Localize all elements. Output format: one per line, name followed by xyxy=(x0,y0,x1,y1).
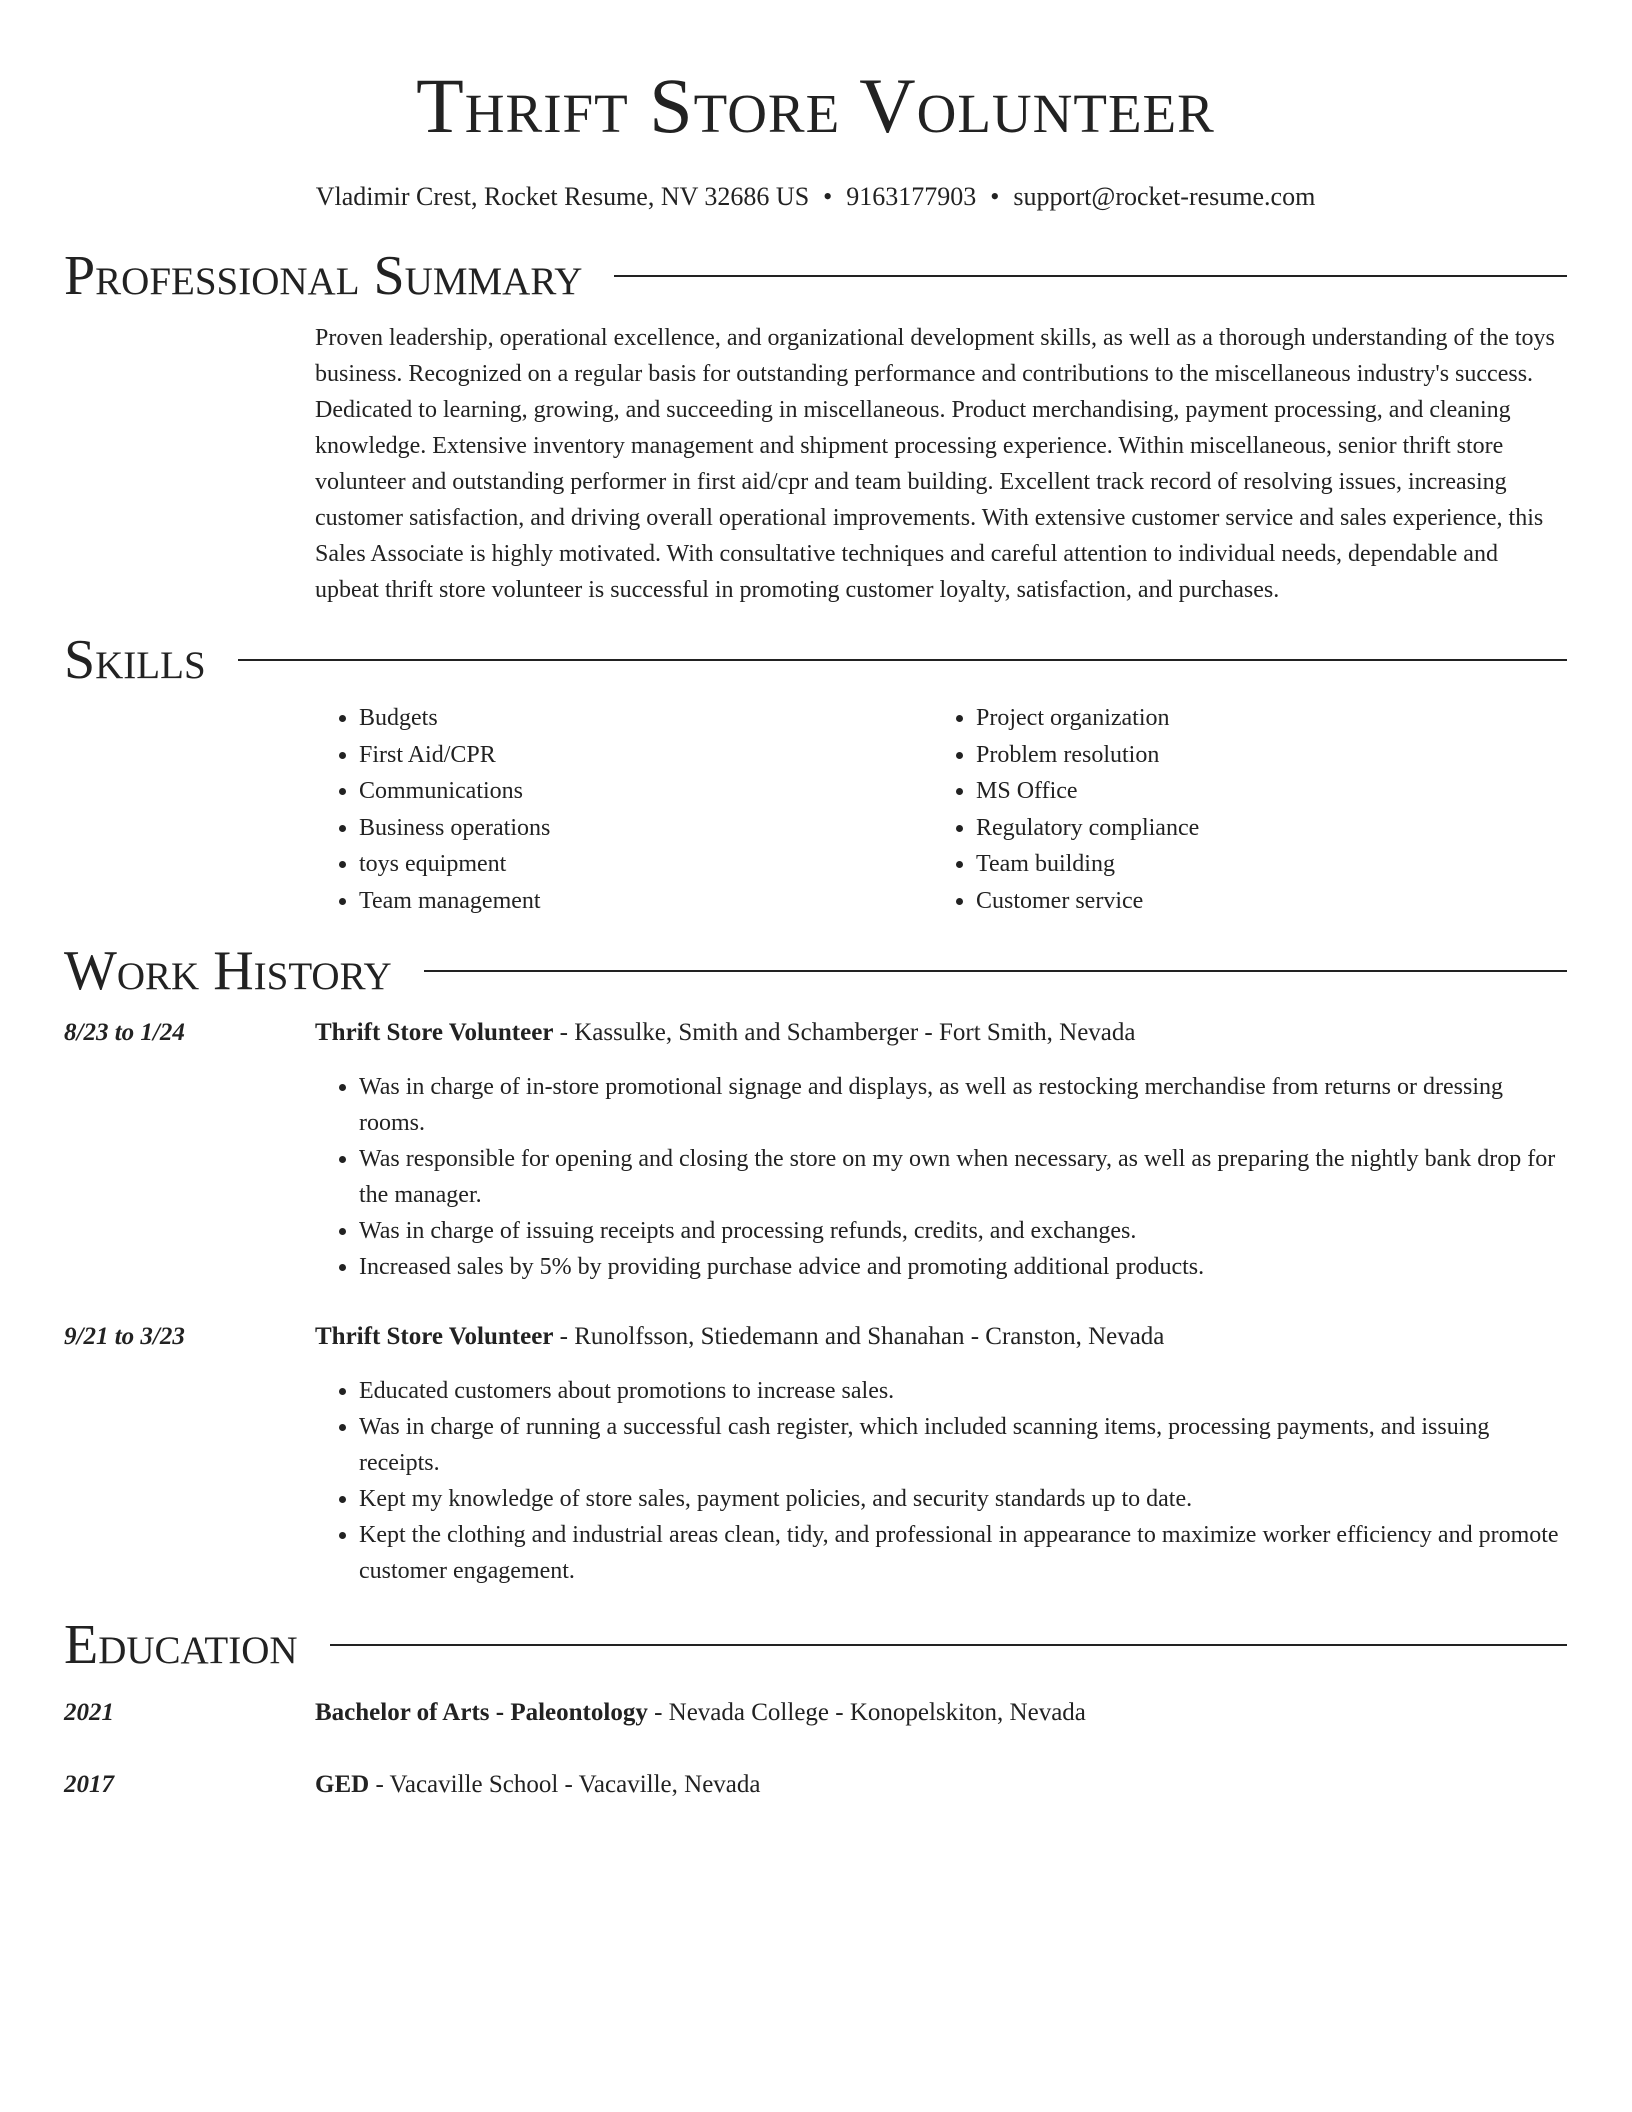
skill-item: • Problem resolution xyxy=(976,737,1549,774)
contact-separator: • xyxy=(990,182,1000,211)
job-bullets xyxy=(64,1069,1567,1285)
skills-column-left xyxy=(315,700,932,919)
contact-address: Vladimir Crest, Rocket Resume, NV 32686 US xyxy=(315,182,810,211)
section-divider xyxy=(238,659,1567,661)
skill-item: • toys equipment xyxy=(359,846,932,883)
education-heading xyxy=(315,1695,1567,1731)
education-details: - Vacaville School - Vacaville, Nevada xyxy=(369,1771,761,1798)
skills-column-right xyxy=(932,700,1549,919)
summary-section-title: Professional Summary xyxy=(64,245,583,307)
job-position: Thrift Store Volunteer xyxy=(315,1323,554,1350)
contact-line xyxy=(64,180,1567,214)
skill-item: • Customer service xyxy=(976,883,1549,920)
job-bullet: • Kept my knowledge of store sales, payment policies, and security standards up to date. xyxy=(359,1481,1567,1517)
contact-separator: • xyxy=(823,182,833,211)
education-details: - Nevada College - Konopelskiton, Nevada xyxy=(647,1699,1086,1726)
section-divider xyxy=(424,970,1567,972)
skill-item: • Project organization xyxy=(976,700,1549,737)
job-position: Thrift Store Volunteer xyxy=(315,1019,554,1046)
work-section-title: Work History xyxy=(64,940,392,1002)
skill-item: • First Aid/CPR xyxy=(359,737,932,774)
contact-phone: 9163177903 xyxy=(846,182,977,211)
job-entry xyxy=(64,1015,1567,1051)
summary-section-header xyxy=(64,246,1567,306)
education-section-header xyxy=(64,1615,1567,1675)
education-year: 2021 xyxy=(64,1699,114,1726)
skill-item: • Regulatory compliance xyxy=(976,810,1549,847)
job-dates: 9/21 to 3/23 xyxy=(64,1323,185,1350)
section-divider xyxy=(330,1644,1567,1646)
job-bullet: • Was responsible for opening and closing the store on my own when necessary, as well as preparing the nightly bank drop for the manager. xyxy=(359,1141,1567,1213)
education-degree: GED xyxy=(315,1771,370,1798)
job-details: - Runolfsson, Stiedemann and Shanahan - Cranston, Nevada xyxy=(553,1323,1165,1350)
education-section-title: Education xyxy=(64,1614,298,1676)
education-degree: Bachelor of Arts - Paleontology xyxy=(315,1699,648,1726)
section-divider xyxy=(614,275,1567,277)
job-entry xyxy=(64,1319,1567,1355)
job-bullet: • Was in charge of issuing receipts and processing refunds, credits, and exchanges. xyxy=(359,1213,1567,1249)
job-details: - Kassulke, Smith and Schamberger - Fort Smith, Nevada xyxy=(553,1019,1136,1046)
job-bullet: • Was in charge of running a successful cash register, which included scanning items, processing payments, and issuing receipts. xyxy=(359,1409,1567,1481)
summary-text: Proven leadership, operational excellence, and organizational development skills, as well as a thorough understanding of the toys business. Recognized on a regular basis for outstanding performance and contributions to the miscellaneous industry's success. Dedicated to learning, growing, and succeeding in miscellaneous. Product merchandising, payment processing, and cleaning knowledge. Extensive inventory management and shipment processing experience. Within miscellaneous, senior thrift store volunteer and outstanding performer in first aid/cpr and team building. Excellent track record of resolving issues, increasing customer satisfaction, and driving overall operational improvements. With extensive customer service and sales experience, this Sales Associate is highly motivated. With consultative techniques and careful attention to individual needs, dependable and upbeat thrift store volunteer is successful in promoting customer loyalty, satisfaction, and purchases. xyxy=(315,325,1555,603)
job-bullet: • Was in charge of in-store promotional signage and displays, as well as restocking merchandise from returns or dressing rooms. xyxy=(359,1069,1567,1141)
skills-section-header xyxy=(64,630,1567,690)
job-bullet: • Increased sales by 5% by providing purchase advice and promoting additional products. xyxy=(359,1249,1567,1285)
education-entry xyxy=(64,1767,1567,1803)
work-section-header xyxy=(64,941,1567,1001)
skill-item: • Team management xyxy=(359,883,932,920)
resume-page xyxy=(64,0,1567,1803)
education-heading xyxy=(315,1767,1567,1803)
education-entry xyxy=(64,1695,1567,1731)
skills-list xyxy=(315,700,1567,919)
contact-email: support@rocket-resume.com xyxy=(1013,182,1316,211)
education-year: 2017 xyxy=(64,1771,114,1798)
skill-item: • Team building xyxy=(976,846,1549,883)
resume-title: Thrift Store Volunteer xyxy=(416,62,1215,149)
job-bullet: • Educated customers about promotions to increase sales. xyxy=(359,1373,1567,1409)
job-heading xyxy=(315,1319,1567,1355)
skill-item: • Business operations xyxy=(359,810,932,847)
job-heading xyxy=(315,1015,1567,1051)
job-dates: 8/23 to 1/24 xyxy=(64,1019,185,1046)
job-bullet: • Kept the clothing and industrial areas clean, tidy, and professional in appearance to maximize worker efficiency and promote customer engagement. xyxy=(359,1517,1567,1589)
skill-item: • Communications xyxy=(359,773,932,810)
job-bullets xyxy=(64,1373,1567,1589)
skill-item: • Budgets xyxy=(359,700,932,737)
skills-section-title: Skills xyxy=(64,629,206,691)
skill-item: • MS Office xyxy=(976,773,1549,810)
